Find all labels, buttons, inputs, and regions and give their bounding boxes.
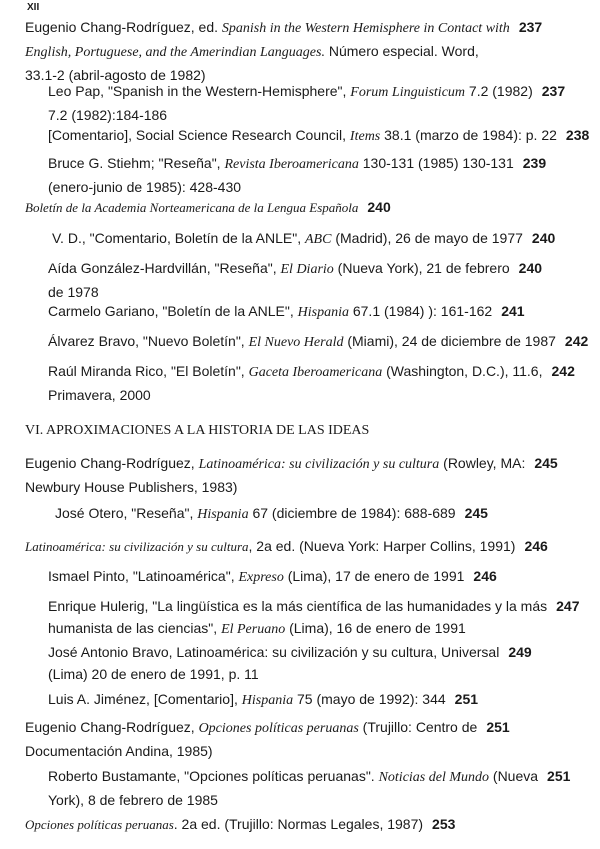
- italic-title: Gaceta Iberoamericana: [248, 365, 383, 380]
- entry-line: [25, 40, 542, 64]
- entry-text: (Miami), 24 de diciembre de 1987: [343, 333, 556, 349]
- italic-title: El Diario: [280, 262, 334, 277]
- entry-text: (Madrid), 26 de mayo de 1977: [331, 230, 523, 246]
- bibliography-entry: [25, 535, 548, 558]
- page-reference: 251: [547, 768, 571, 784]
- entry-line: [48, 765, 570, 789]
- entry-line: [25, 196, 391, 219]
- entry-text: de 1978: [48, 284, 99, 300]
- entry-text: humanista de las ciencias",: [48, 620, 222, 636]
- entry-line: [48, 789, 570, 811]
- entry-line: [48, 300, 525, 324]
- entry-line: [25, 16, 542, 40]
- entry-line: [25, 740, 510, 762]
- entry-line: [48, 330, 588, 354]
- entry-text: Aída González-Hardvillán, "Reseña",: [48, 260, 281, 276]
- italic-title: Noticias del Mundo: [378, 770, 490, 785]
- entry-line: [25, 476, 558, 498]
- entry-line: [48, 124, 589, 148]
- entry-line: [48, 257, 542, 281]
- entry-text: York), 8 de febrero de 1985: [48, 792, 218, 808]
- entry-line: [25, 813, 455, 836]
- entry-text: (Nueva: [489, 768, 539, 784]
- entry-text: 67 (diciembre de 1984): 688-689: [248, 505, 456, 521]
- bibliography-entry: [55, 502, 488, 526]
- bibliography-entry: [48, 80, 565, 126]
- entry-text: José Antonio Bravo, Latinoamérica: su civilización y su cultura, Universal: [48, 644, 500, 660]
- entry-line: [48, 565, 497, 589]
- entry-text: (Washington, D.C.), 11.6,: [382, 363, 543, 379]
- page-reference: 253: [432, 816, 456, 832]
- bibliography-entry: [25, 716, 510, 762]
- page-reference: 237: [541, 83, 566, 99]
- bibliography-entry: [25, 813, 455, 836]
- bibliography-entry: [48, 124, 589, 148]
- entry-text: Eugenio Chang-Rodríguez,: [25, 455, 199, 471]
- entry-line: [48, 176, 546, 198]
- page-reference: 240: [531, 230, 556, 246]
- entry-text: Primavera, 2000: [48, 387, 151, 403]
- italic-title: Expreso: [238, 570, 284, 585]
- entry-text: 67.1 (1984) ): 161-162: [348, 303, 493, 319]
- italic-title: English, Portuguese, and the Amerindian Languages.: [25, 45, 325, 60]
- entry-text: Raúl Miranda Rico, "El Boletín",: [48, 363, 249, 379]
- bibliography-entry: [48, 765, 570, 811]
- entry-text: 7.2 (1982): [465, 83, 533, 99]
- page-reference: 241: [501, 303, 525, 319]
- entry-line: [55, 502, 488, 526]
- bibliography-entry: [52, 227, 555, 251]
- entry-line: [48, 595, 579, 617]
- entry-text: Luis A. Jiménez, [Comentario],: [48, 691, 242, 707]
- entry-line: [25, 535, 548, 558]
- italic-title: Hispania: [241, 693, 294, 708]
- entry-text: (Trujillo: Centro de: [358, 719, 478, 735]
- entry-text: Newbury House Publishers, 1983): [25, 479, 238, 495]
- bibliography-entry: [48, 152, 546, 198]
- italic-title: Latinoamérica: su civilización y su cultura: [25, 539, 249, 554]
- entry-text: (Rowley, MA:: [439, 455, 526, 471]
- entry-line: [48, 663, 532, 685]
- entry-text: 75 (mayo de 1992): 344: [293, 691, 446, 707]
- entry-text: 7.2 (1982):184-186: [48, 107, 168, 123]
- italic-title: Hispania: [197, 507, 249, 522]
- bibliography-entry: [25, 452, 558, 498]
- italic-title: Latinoamérica: su civilización y su cultura: [198, 457, 440, 472]
- entry-text: Documentación Andina, 1985): [25, 743, 213, 759]
- italic-title: Revista Iberoamericana: [224, 157, 359, 172]
- italic-title: Items: [349, 129, 381, 144]
- entry-text: José Otero, "Reseña",: [55, 505, 198, 521]
- page-reference: 242: [551, 363, 575, 379]
- entry-text: Leo Pap, "Spanish in the Western-Hemisphere",: [48, 83, 351, 99]
- entry-text: (Lima), 16 de enero de 1991: [285, 620, 466, 636]
- section-heading: VI. APROXIMACIONES A LA HISTORIA DE LAS IDEAS: [25, 423, 370, 438]
- page-reference: 246: [524, 538, 548, 554]
- page-reference: 251: [486, 719, 510, 735]
- entry-text: Enrique Hulerig, "La lingüística es la más científica de las humanidades y la más: [48, 598, 548, 614]
- entry-line: [48, 104, 565, 126]
- entry-line: [48, 641, 532, 663]
- entry-text: (Lima), 17 de enero de 1991: [283, 568, 465, 584]
- bibliography-entry: [25, 196, 391, 219]
- entry-line: [48, 617, 579, 641]
- entry-text: 38.1 (marzo de 1984): p. 22: [380, 127, 557, 143]
- italic-title: Opciones políticas peruanas: [25, 817, 174, 832]
- page-reference: 246: [473, 568, 497, 584]
- entry-text: Roberto Bustamante, "Opciones políticas peruanas".: [48, 768, 379, 784]
- italic-title: Spanish in the Western Hemisphere in Contact with: [221, 21, 510, 36]
- page-reference: 245: [464, 505, 488, 521]
- bibliography-entry: [48, 257, 542, 303]
- entry-text: (Nueva York), 21 de febrero: [333, 260, 510, 276]
- entry-line: [48, 80, 565, 104]
- italic-title: Boletín de la Academia Norteamericana de la Lengua Española: [25, 200, 359, 215]
- entry-text: . 2a ed. (Trujillo: Normas Legales, 1987): [173, 816, 424, 832]
- italic-title: Hispania: [297, 305, 349, 320]
- entry-line: [48, 152, 546, 176]
- page-reference: 249: [508, 644, 532, 660]
- entry-text: Álvarez Bravo, "Nuevo Boletín",: [48, 333, 249, 349]
- bibliography-entry: [48, 595, 579, 641]
- entry-text: , 2a ed. (Nueva York: Harper Collins, 1991): [248, 538, 516, 554]
- entry-text: [Comentario], Social Science Research Council,: [48, 127, 350, 143]
- page-reference: 237: [518, 19, 543, 35]
- entry-text: Carmelo Gariano, "Boletín de la ANLE",: [48, 303, 298, 319]
- bibliography-entry: [48, 330, 588, 354]
- entry-line: [25, 716, 510, 740]
- entry-line: [48, 360, 575, 384]
- bibliography-entry: [48, 360, 575, 406]
- entry-text: Eugenio Chang-Rodríguez,: [25, 719, 199, 735]
- entry-line: [48, 384, 575, 406]
- entry-text: (Lima) 20 de enero de 1991, p. 11: [48, 666, 259, 682]
- bibliography-entry: [48, 688, 478, 712]
- italic-title: Forum Linguisticum: [350, 85, 466, 100]
- italic-title: El Nuevo Herald: [248, 335, 344, 350]
- entry-text: (enero-junio de 1985): 428-430: [48, 179, 242, 195]
- page-reference: 239: [522, 155, 547, 171]
- italic-title: El Peruano: [221, 622, 286, 637]
- italic-title: ABC: [305, 232, 332, 247]
- entry-text: Número especial. Word,: [324, 43, 479, 59]
- bibliography-entry: [48, 300, 525, 324]
- page-reference: 240: [518, 260, 543, 276]
- entry-text: 33.1-2 (abril-agosto de 1982): [25, 67, 206, 83]
- entry-text: Eugenio Chang-Rodríguez, ed.: [25, 19, 222, 35]
- bibliography-entry: [48, 641, 532, 685]
- entry-text: Bruce G. Stiehm; "Reseña",: [48, 155, 225, 171]
- entry-line: [25, 452, 558, 476]
- entry-text: V. D., "Comentario, Boletín de la ANLE",: [52, 230, 305, 246]
- page-reference: 247: [556, 598, 580, 614]
- page-reference: 245: [534, 455, 558, 471]
- page-reference: 251: [454, 691, 479, 707]
- page-reference: 240: [367, 199, 391, 215]
- entry-line: [52, 227, 555, 251]
- bibliography-entry: [25, 16, 542, 86]
- entry-line: [48, 688, 478, 712]
- entry-text: 130-131 (1985) 130-131: [358, 155, 514, 171]
- italic-title: Opciones políticas peruanas: [198, 721, 359, 736]
- page-reference: 238: [565, 127, 590, 143]
- page-number: XII: [27, 2, 40, 13]
- page-reference: 242: [564, 333, 589, 349]
- bibliography-entry: [48, 565, 497, 589]
- entry-text: Ismael Pinto, "Latinoamérica",: [48, 568, 239, 584]
